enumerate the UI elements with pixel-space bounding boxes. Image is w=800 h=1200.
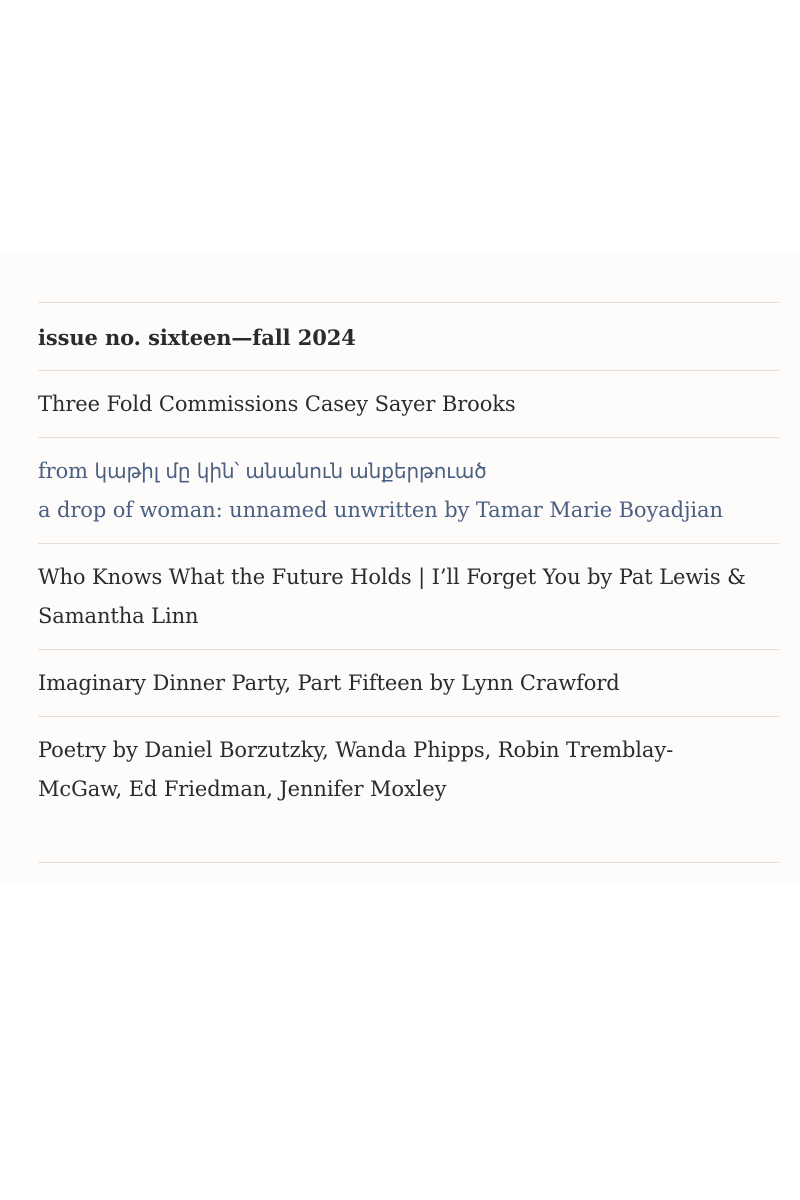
toc-item-title-line-2[interactable]: a drop of woman: unnamed unwritten by Tamar Marie Boyadjian bbox=[38, 498, 723, 522]
toc-item-armenian-title[interactable]: կաթիլ մը կին՝ անանուն անքերթուած bbox=[94, 459, 487, 483]
toc-item-a-drop-of-woman[interactable] bbox=[38, 438, 779, 544]
toc-item-title-line-1[interactable]: Poetry by Daniel Borzutzky, Wanda Phipps, Robin Tremblay- bbox=[38, 738, 674, 762]
toc-item-three-fold-commissions[interactable] bbox=[38, 371, 779, 438]
toc-item-imaginary-dinner-party[interactable] bbox=[38, 650, 779, 717]
toc-item-title[interactable]: Imaginary Dinner Party, Part Fifteen by Lynn Crawford bbox=[38, 671, 620, 695]
issue-heading bbox=[38, 303, 779, 371]
toc-item-title-line-1[interactable] bbox=[38, 452, 779, 491]
toc-item-poetry[interactable] bbox=[38, 717, 779, 863]
issue-title: issue no. sixteen—fall 2024 bbox=[38, 325, 356, 350]
toc-item-title[interactable]: Three Fold Commissions Casey Sayer Brooks bbox=[38, 392, 516, 416]
toc-item-title-line-2[interactable]: McGaw, Ed Friedman, Jennifer Moxley bbox=[38, 777, 447, 801]
toc-item-title-line-1[interactable]: Who Knows What the Future Holds | I’ll Forget You by Pat Lewis & bbox=[38, 565, 746, 589]
toc-item-title-line-2[interactable]: Samantha Linn bbox=[38, 604, 199, 628]
toc-item-who-knows[interactable] bbox=[38, 544, 779, 650]
table-of-contents bbox=[38, 302, 779, 863]
toc-item-prefix: from bbox=[38, 459, 88, 483]
